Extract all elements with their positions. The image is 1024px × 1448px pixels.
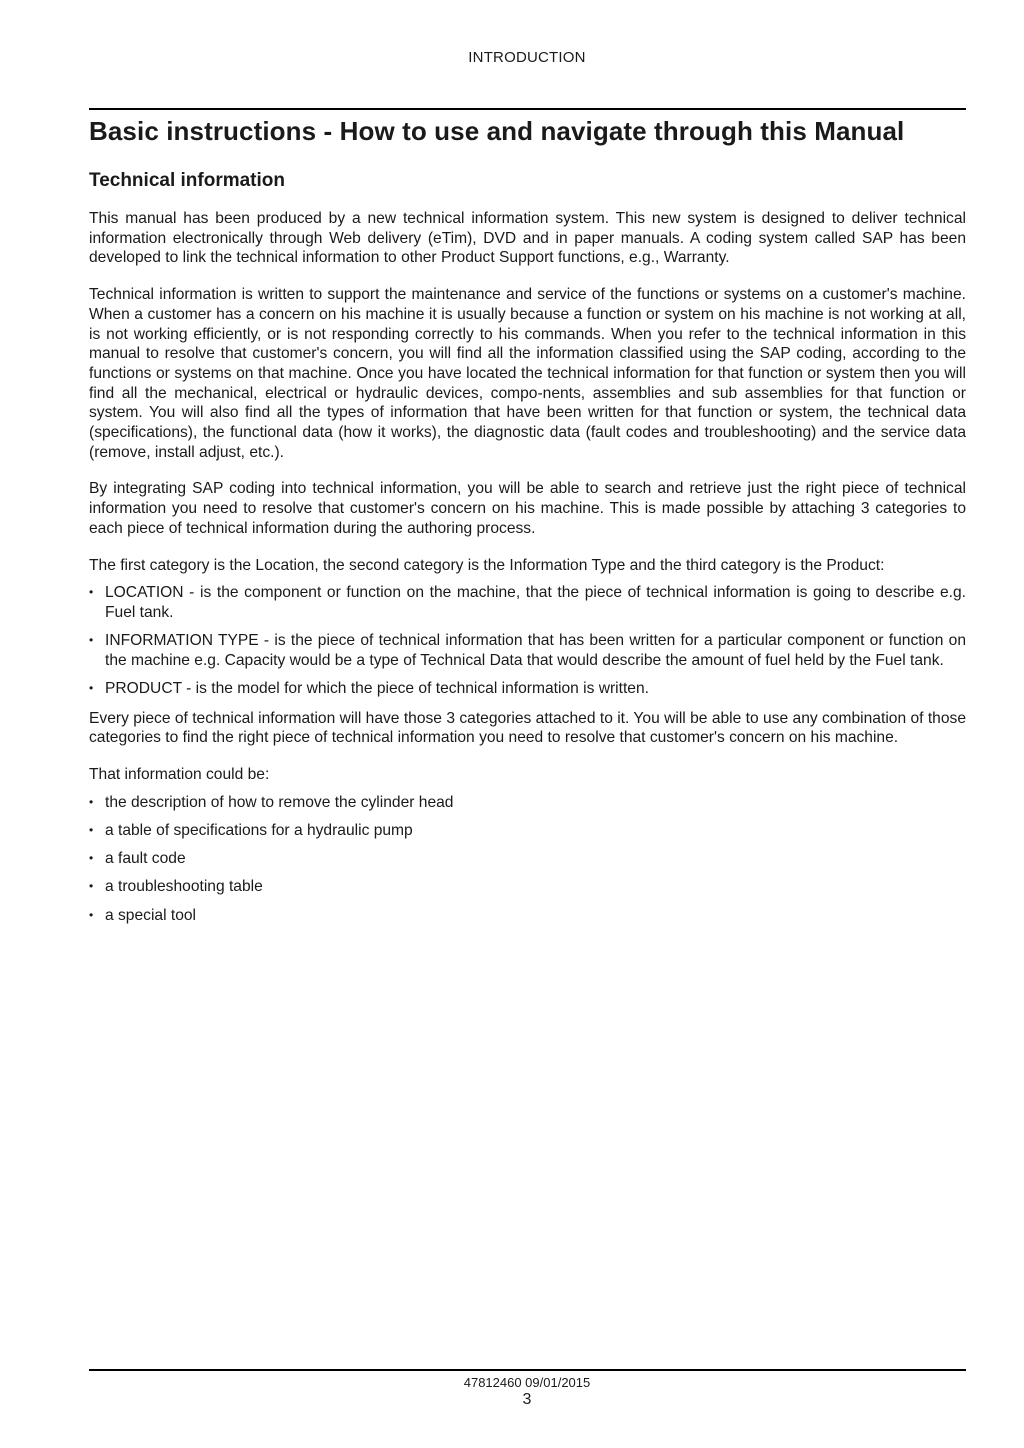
list-item-information-type — [89, 631, 966, 670]
list-item-text: the description of how to remove the cylinder head — [105, 793, 454, 811]
list-item-text: INFORMATION TYPE - is the piece of technical information that has been written for a particular component or function on the machine e.g. Capacity would be a type of Technical Data that would describe the amount of fuel held by the Fuel tank. — [105, 632, 966, 669]
bullet-icon: • — [89, 585, 94, 600]
bullet-icon: • — [89, 823, 94, 838]
list-item-text: a table of specifications for a hydraulic pump — [105, 822, 413, 840]
paragraph-sap-coding: By integrating SAP coding into technical information, you will be able to search and retrieve just the right piece of technical information you need to resolve that customer's concern on his machine. This is made possible by attaching 3 categories to each piece of technical information during the authoring process. — [89, 480, 966, 537]
footer-divider — [89, 1369, 966, 1371]
bullet-icon: • — [89, 879, 94, 894]
category-list — [89, 583, 966, 699]
bullet-icon: • — [89, 633, 94, 648]
list-item-text: a troubleshooting table — [105, 878, 263, 896]
list-item — [89, 793, 966, 813]
paragraph-examples-intro: That information could be: — [89, 766, 270, 784]
list-item-text: PRODUCT - is the model for which the piece of technical information is written. — [105, 680, 649, 698]
section-heading: Technical information — [89, 170, 286, 191]
list-item — [89, 906, 966, 926]
list-item — [89, 849, 966, 869]
list-item — [89, 877, 966, 897]
list-item-text: a special tool — [105, 906, 197, 924]
bullet-icon: • — [89, 851, 94, 866]
list-item-product — [89, 679, 966, 699]
list-item-text: a fault code — [105, 850, 186, 868]
header-divider — [89, 108, 966, 110]
examples-list — [89, 793, 966, 926]
list-item-text: LOCATION - is the component or function on the machine, that the piece of technical information is going to describe e.g. Fuel tank. — [105, 584, 966, 621]
page-title: Basic instructions - How to use and navigate through this Manual — [89, 116, 905, 146]
list-item-location — [89, 583, 966, 622]
paragraph-categories-intro: The first category is the Location, the second category is the Information Type and the third category is the Product: — [89, 556, 885, 574]
running-header: INTRODUCTION — [468, 49, 586, 66]
page-content — [89, 114, 966, 934]
paragraph-intro: This manual has been produced by a new technical information system. This new system is designed to deliver technical information electronically through Web delivery (eTim), DVD and in paper manuals. A coding system called SAP has been developed to link the technical information to other Product Support functions, e.g., Warranty. — [89, 210, 966, 267]
paragraph-purpose: Technical information is written to support the maintenance and service of the functions or systems on a customer's machine. When a customer has a concern on his machine it is usually because a function or system on his machine is not working at all, is not working efficiently, or is not responding correctly to his commands. When you refer to the technical information in this manual to resolve that customer's concern, you will find all the information classified using the SAP coding, according to the functions or systems on that machine. Once you have located the technical information for that function or system then you will find all the mechanical, electrical or hydraulic devices, compo-nents, assemblies and sub assemblies for that function or system. You will also find all the types of information that have been written for that function or system, the technical data (specifications), the functional data (how it works), the diagnostic data (fault codes and troubleshooting) and the service data (remove, install adjust, etc.). — [89, 286, 966, 461]
document-id: 47812460 09/01/2015 — [463, 1375, 591, 1390]
bullet-icon: • — [89, 794, 94, 809]
list-item — [89, 821, 966, 841]
bullet-icon: • — [89, 907, 94, 922]
bullet-icon: • — [89, 681, 94, 696]
page-number: 3 — [522, 1391, 532, 1408]
paragraph-combination: Every piece of technical information will have those 3 categories attached to it. You will be able to use any combination of those categories to find the right piece of technical information you need to resolve that customer's concern on his machine. — [89, 709, 966, 747]
